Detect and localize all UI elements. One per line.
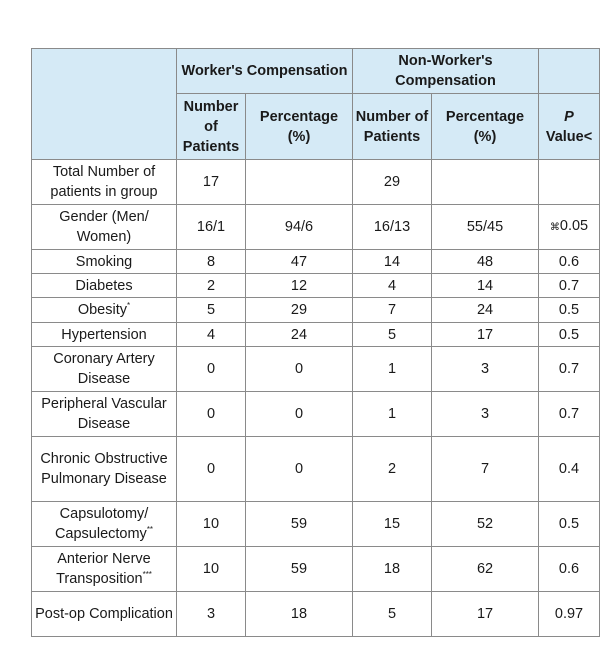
p-value-text: 0.6 [558, 561, 580, 577]
row-label-text: Chronic Obstructive Pulmonary Disease [40, 451, 168, 487]
table-body [32, 160, 600, 637]
worker-count-cell: 10 [177, 502, 246, 547]
row-label [32, 160, 177, 205]
worker-percentage-header: Percentage (%) [246, 94, 353, 160]
p-value-cell [539, 502, 600, 547]
table-row [32, 547, 600, 592]
row-label-text: Hypertension [61, 326, 147, 343]
nonworker-count-cell: 14 [353, 250, 432, 274]
p-value-text: 0.7 [558, 406, 580, 422]
row-label [32, 547, 177, 592]
worker-percentage-cell: 0 [246, 347, 353, 392]
worker-percentage-cell [246, 160, 353, 205]
worker-count-cell: 3 [177, 592, 246, 637]
worker-count-cell: 8 [177, 250, 246, 274]
nonworker-percentage-cell: 24 [432, 298, 539, 323]
nonworker-percentage-cell: 3 [432, 347, 539, 392]
p-value-cell [539, 298, 600, 323]
worker-count-cell: 0 [177, 347, 246, 392]
nonworker-count-cell: 1 [353, 392, 432, 437]
table-row [32, 205, 600, 250]
nonworker-count-cell: 18 [353, 547, 432, 592]
worker-percentage-cell: 94/6 [246, 205, 353, 250]
row-label [32, 323, 177, 347]
nonworker-percentage-cell: 7 [432, 437, 539, 502]
row-label [32, 392, 177, 437]
table-row [32, 298, 600, 323]
nonworker-percentage-header: Percentage (%) [432, 94, 539, 160]
nonworker-count-cell: 7 [353, 298, 432, 323]
corner-cell [32, 49, 177, 160]
p-value-label: Value< [545, 128, 593, 145]
worker-percentage-cell: 47 [246, 250, 353, 274]
p-value-cell [539, 274, 600, 298]
table-row [32, 592, 600, 637]
table-row [32, 347, 600, 392]
worker-percentage-cell: 18 [246, 592, 353, 637]
worker-percentage-cell: 24 [246, 323, 353, 347]
nonworker-count-cell: 29 [353, 160, 432, 205]
nonworker-count-cell: 4 [353, 274, 432, 298]
p-value-cell [539, 592, 600, 637]
p-value-cell [539, 347, 600, 392]
worker-count-cell: 0 [177, 437, 246, 502]
worker-count-cell: 2 [177, 274, 246, 298]
p-value-text: 0.7 [558, 277, 580, 294]
nonworker-count-cell: 1 [353, 347, 432, 392]
nonworker-percentage-cell: 17 [432, 592, 539, 637]
p-value-cell [539, 437, 600, 502]
nonworker-group-header: Non-Worker's Compensation [353, 49, 539, 94]
p-header-top [539, 49, 600, 94]
p-value-header [539, 94, 600, 160]
p-value-cell [539, 547, 600, 592]
p-value-text: 0.5 [558, 326, 580, 343]
row-label [32, 274, 177, 298]
worker-count-cell: 10 [177, 547, 246, 592]
worker-count-cell: 16/1 [177, 205, 246, 250]
table-row [32, 392, 600, 437]
nonworker-percentage-cell: 17 [432, 323, 539, 347]
nonworker-percentage-cell: 48 [432, 250, 539, 274]
row-label-text: Capsulotomy/ Capsulectomy [54, 506, 149, 542]
table-row [32, 250, 600, 274]
p-value-cell [539, 205, 600, 250]
worker-percentage-cell: 12 [246, 274, 353, 298]
worker-count-cell: 17 [177, 160, 246, 205]
row-label [32, 592, 177, 637]
footnote-mark: ** [146, 525, 154, 535]
worker-count-cell: 4 [177, 323, 246, 347]
row-label-text: Post-op Complication [35, 606, 173, 622]
nonworker-count-cell: 5 [353, 592, 432, 637]
nonworker-percentage-cell: 14 [432, 274, 539, 298]
row-label-text: Coronary Artery Disease [53, 351, 155, 387]
worker-percentage-cell: 59 [246, 502, 353, 547]
p-value-text: 0.97 [554, 606, 584, 622]
nonworker-count-cell: 16/13 [353, 205, 432, 250]
worker-group-header: Worker's Compensation [177, 49, 353, 94]
p-value-cell [539, 250, 600, 274]
worker-percentage-cell: 29 [246, 298, 353, 323]
significance-mark: ⌘ [549, 222, 560, 233]
nonworker-percentage-cell: 55/45 [432, 205, 539, 250]
nonworker-count-cell: 5 [353, 323, 432, 347]
table-row [32, 323, 600, 347]
table-row [32, 437, 600, 502]
worker-count-cell: 5 [177, 298, 246, 323]
row-label [32, 347, 177, 392]
row-label [32, 250, 177, 274]
nonworker-number-header: Number of Patients [353, 94, 432, 160]
footnote-mark: * [127, 301, 131, 311]
row-label-text: Gender (Men/ Women) [59, 209, 149, 245]
p-value-text: 0.5 [558, 516, 580, 532]
table-row [32, 160, 600, 205]
worker-number-header: Number of Patients [177, 94, 246, 160]
worker-percentage-cell: 0 [246, 392, 353, 437]
p-value-text: 0.4 [558, 461, 580, 477]
p-value-cell [539, 160, 600, 205]
worker-percentage-cell: 59 [246, 547, 353, 592]
row-label [32, 502, 177, 547]
row-label-text: Obesity [77, 302, 128, 318]
nonworker-percentage-cell: 3 [432, 392, 539, 437]
comparison-table [31, 48, 600, 637]
table-row [32, 502, 600, 547]
nonworker-count-cell: 2 [353, 437, 432, 502]
nonworker-percentage-cell: 52 [432, 502, 539, 547]
footnote-mark: *** [142, 570, 152, 580]
row-label [32, 298, 177, 323]
p-value-text: 0.5 [558, 302, 580, 318]
p-value-text: 0.6 [558, 253, 580, 270]
nonworker-count-cell: 15 [353, 502, 432, 547]
p-value-cell [539, 392, 600, 437]
row-label-text: Total Number of patients in group [50, 164, 158, 200]
nonworker-percentage-cell: 62 [432, 547, 539, 592]
p-value-text: 0.7 [558, 361, 580, 377]
worker-count-cell: 0 [177, 392, 246, 437]
row-label [32, 205, 177, 250]
row-label [32, 437, 177, 502]
worker-percentage-cell: 0 [246, 437, 353, 502]
p-value-text: 0.05 [559, 218, 589, 234]
row-label-text: Smoking [75, 253, 133, 270]
nonworker-percentage-cell [432, 160, 539, 205]
table-row [32, 274, 600, 298]
p-value-cell [539, 323, 600, 347]
row-label-text: Peripheral Vascular Disease [41, 396, 167, 432]
row-label-text: Diabetes [75, 277, 133, 294]
row-label-text: Anterior Nerve Transposition [56, 551, 151, 587]
p-symbol: P [564, 108, 574, 125]
